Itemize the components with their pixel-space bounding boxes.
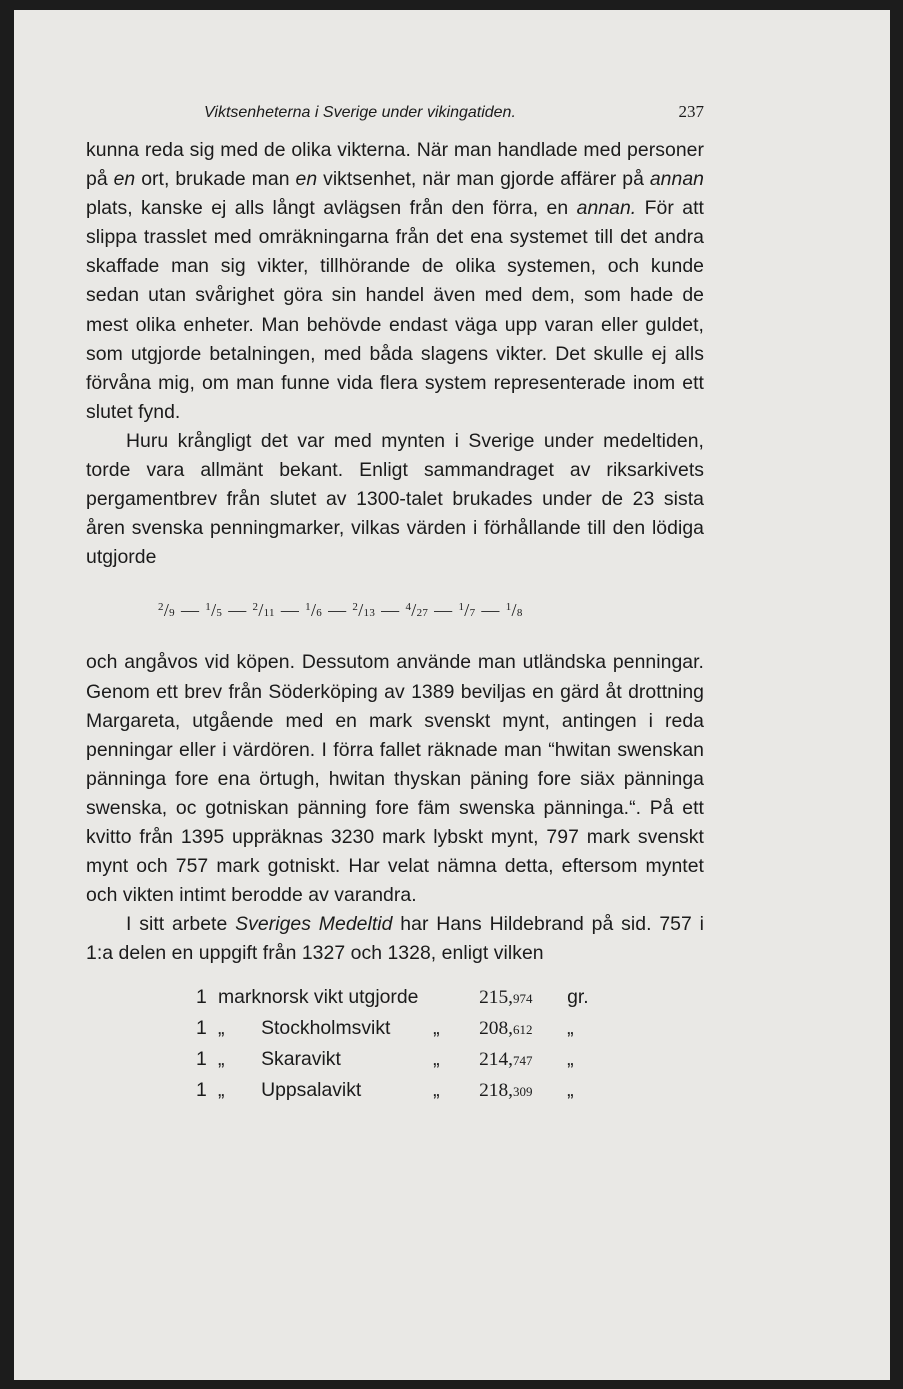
fraction-separator: — [434,600,453,621]
fraction-separator: — [381,600,400,621]
fraction [158,600,175,620]
running-title: Viktsenheterna i Sverige under vikingatiden. [204,104,516,121]
text-run: plats, kanske ej alls långt avlägsen från den förra, en [86,197,577,220]
book-page [14,10,890,1380]
fraction-denominator: 11 [263,607,275,620]
weight-quantity: 1 [196,986,207,1009]
fraction [506,600,523,620]
fraction-denominator: 8 [516,607,523,620]
ditto-mark: „ [433,1017,440,1040]
weights-row [196,1044,597,1075]
weights-row [196,1013,597,1044]
fraction-slash: / [163,600,170,621]
fraction-separator: — [328,600,347,621]
text-run: viktsenhet, när man gjorde affärer på [317,168,650,191]
weight-name: norsk vikt utgjorde [261,986,419,1009]
fraction-slash: / [358,600,364,621]
emphasis: en [295,168,318,191]
fraction-denominator: 27 [416,607,429,620]
emphasis: annan. [576,197,637,220]
fraction [352,600,375,620]
fraction-denominator: 13 [363,607,376,620]
fraction-separator: — [180,600,200,621]
weight-value: 208,612 [479,1017,533,1039]
fraction-separator: — [481,600,500,621]
fraction [205,600,222,620]
fraction [458,600,475,620]
text-run: kunna reda sig med de olika vikterna. När man handlade med personer på [86,139,704,191]
weights-row [196,1075,597,1106]
weight-suffix: „ [567,1048,574,1071]
fraction-numerator: 4 [405,601,412,614]
weight-name: Uppsalavikt [261,1079,362,1102]
fraction-denominator: 6 [316,607,323,620]
fraction-numerator: 2 [252,601,259,614]
ditto-mark: „ [433,1079,440,1102]
weights-row [196,982,597,1013]
weight-unit: „ [218,1048,225,1071]
text-run: ort, brukade man [135,168,296,191]
fraction-slash: / [258,600,264,621]
fraction [305,600,322,620]
book-title: Sveriges Medeltid [235,913,393,936]
weight-unit: „ [218,1079,225,1102]
ditto-mark: „ [433,1048,440,1071]
weight-suffix: „ [567,1079,574,1102]
page-number: 237 [678,102,704,121]
paragraph-1 [86,136,704,427]
fraction-separator: — [280,600,300,621]
fraction-numerator: 1 [458,601,465,614]
weight-value: 218,309 [479,1079,533,1101]
weight-name: Skaravikt [261,1048,341,1071]
fraction-numerator: 2 [352,601,359,614]
weight-value: 214,747 [479,1048,533,1070]
emphasis: annan [649,168,704,191]
weight-unit: mark [218,986,262,1009]
fraction-numerator: 1 [205,601,212,614]
weight-name: Stockholmsvikt [261,1017,391,1040]
fraction [253,600,275,620]
fraction [405,600,428,620]
weights-table [196,982,597,1106]
weight-quantity: 1 [196,1079,207,1102]
text-run: För att slippa trasslet med omräkningarna från det ena systemet till det andra skaffade man sig vikter, tillhörande de olika systemen, och kunde sedan utan svårighet göra sin handel även med dem, som hade de mest olika enheter. Man behövde endast väga upp varan eller guldet, som utgjorde betalningen, med båda slagens vikter. Det skulle ej alls förvåna mig, om man funne vida flera system representerade inom ett slutet fynd. [86,197,704,423]
text-run: I sitt arbete [126,913,236,936]
weight-quantity: 1 [196,1017,207,1040]
fraction-separator: — [228,600,247,621]
running-header [204,102,704,122]
fraction-slash: / [411,600,417,621]
fraction-denominator: 5 [216,607,223,620]
fraction-numerator: 1 [305,601,311,614]
fraction-slash: / [464,600,470,621]
fraction-denominator: 7 [469,607,476,620]
emphasis: en [113,168,136,191]
fraction-slash: / [211,600,217,621]
weight-unit: „ [218,1017,225,1040]
ditto-mark [433,982,479,1013]
fraction-slash: / [511,600,517,621]
weight-quantity: 1 [196,1048,207,1071]
fraction-denominator: 9 [169,607,175,620]
fraction-slash: / [310,600,317,621]
weight-suffix: „ [567,1017,574,1040]
fraction-numerator: 1 [505,601,512,614]
paragraph-2: Huru krångligt det var med mynten i Sverige under medeltiden, torde vara allmänt bekant. Enligt sammandraget av riksarkivets pergamentbrev från slutet av 1300-talet brukades under de 23 sista åren svenska penningmarker, vilkas värden i förhållande till den lödiga utgjorde [86,429,704,569]
page-content [86,102,704,1106]
paragraph-4 [86,910,704,968]
fraction-series [158,592,704,628]
paragraph-3: och angåvos vid köpen. Dessutom använde man utländska penningar. Genom ett brev från Söderköping av 1389 beviljas en gärd åt drottning Margareta, utgående med en mark svenskt mynt, antingen i reda penningar eller i värdören. I förra fallet räknade man “hwitan swenskan pänninga fore ena örtugh, hwitan thyskan päning fore siäx pänninga swenska, oc gotniskan pänning fore fäm swenska pänninga.“. På ett kvitto från 1395 uppräknas 3230 mark lybskt mynt, 797 mark svenskt mynt och 757 mark gotniskt. Har velat nämna detta, eftersom myntet och vikten intimt berodde av varandra. [86,651,704,907]
fraction-numerator: 2 [158,601,164,614]
text-run: har Hans Hildebrand på sid. 757 i 1:a delen en uppgift från 1327 och 1328, enligt vilken [86,913,705,965]
weight-value: 215,974 [479,986,533,1008]
weight-suffix: gr. [567,986,589,1009]
